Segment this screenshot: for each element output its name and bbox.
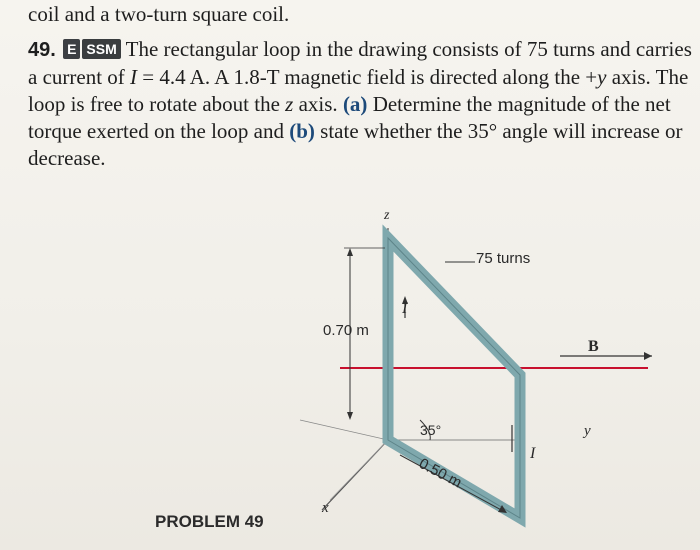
current-label-top: I	[402, 300, 408, 317]
problem-text	[28, 36, 698, 172]
problem-figure	[0, 180, 700, 550]
part-a-label: (a)	[342, 92, 368, 116]
current-symbol: I	[130, 65, 138, 89]
width-label: 0.50 m	[416, 455, 465, 492]
figure-caption: PROBLEM 49	[155, 512, 264, 531]
field-label: B	[588, 338, 599, 355]
y-symbol: y	[597, 65, 607, 89]
part-b-label: (b)	[289, 119, 315, 143]
height-label: 0.70 m	[323, 322, 369, 339]
current-label-bottom: I	[530, 445, 536, 462]
ssm-badge: SSM	[82, 39, 120, 59]
text-3: axis. The loop is free to rotate about the	[28, 65, 689, 116]
y-axis-label: y	[584, 423, 591, 439]
x-axis-label: x	[322, 500, 329, 516]
text-6: state whether the 35° angle will increase or decrease.	[28, 119, 683, 170]
easy-badge: E	[63, 39, 80, 59]
text-4: axis.	[293, 92, 343, 116]
z-axis-label: z	[384, 208, 390, 223]
problem-number: 49.	[28, 39, 56, 61]
z-symbol: z	[285, 92, 294, 116]
text-5: Determine the magnitude of the net torque exerted on the loop and	[28, 92, 671, 143]
text-2: = 4.4 A. A 1.8-T magnetic field is directed along the +	[137, 65, 598, 89]
text-1: The rectangular loop in the drawing consists of 75 turns and carries a current of	[28, 37, 692, 89]
angle-label: 35°	[420, 422, 442, 438]
previous-line: coil and a two-turn square coil.	[28, 2, 290, 26]
turns-label: 75 turns	[476, 250, 531, 267]
